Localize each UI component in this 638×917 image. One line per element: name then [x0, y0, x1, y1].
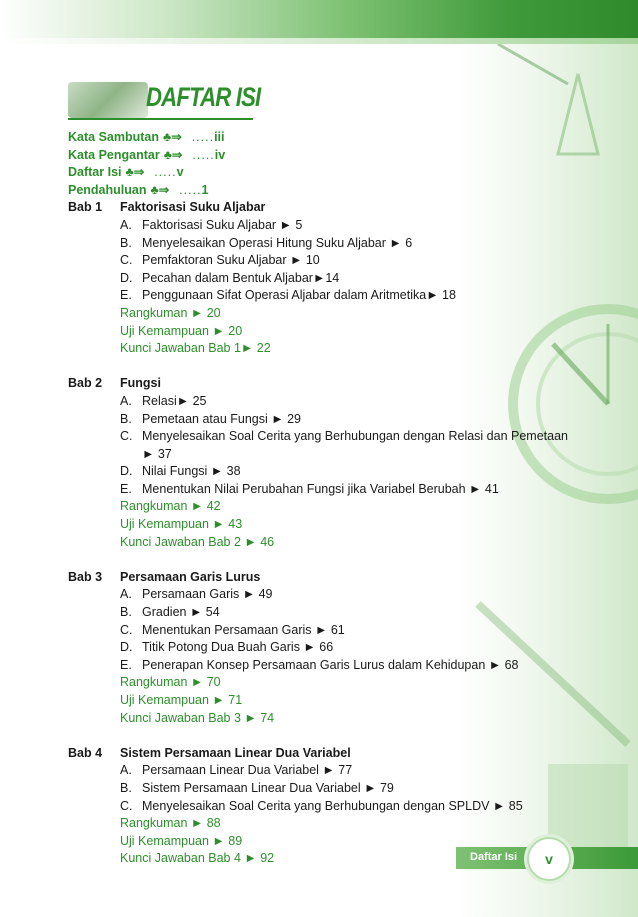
chapter-item — [68, 463, 568, 481]
front-matter-list — [68, 129, 568, 199]
item-letter: B. — [120, 780, 132, 795]
front-matter-dots: ..... — [154, 165, 177, 180]
item-text: Penggunaan Sifat Operasi Aljabar dalam Aritmetika► 18 — [142, 288, 456, 303]
chapter-title: Faktorisasi Suku Aljabar — [120, 200, 266, 215]
item-letter: E. — [120, 657, 132, 672]
front-matter-label: Kata Sambutan — [68, 130, 159, 144]
front-matter-page: iv — [214, 147, 226, 162]
chapter-item — [68, 235, 568, 253]
front-matter-dots: ..... — [179, 182, 202, 197]
chapter-list — [68, 199, 568, 868]
chapter-item — [68, 287, 568, 305]
item-letter: C. — [120, 253, 133, 268]
item-letter: C. — [120, 429, 133, 444]
chapter-spacer — [68, 551, 568, 569]
chapter-extra: Rangkuman ► 88 — [120, 816, 221, 831]
chapter-extra: Rangkuman ► 42 — [120, 499, 221, 514]
chapter-item — [68, 252, 568, 270]
chapter-item — [68, 270, 568, 288]
top-decorative-band — [0, 0, 638, 44]
page-number: v — [545, 851, 553, 867]
item-letter: E. — [120, 481, 132, 496]
item-letter: C. — [120, 798, 133, 813]
chapter-item — [68, 481, 568, 499]
chapter-extra: Uji Kemampuan ► 43 — [120, 517, 243, 532]
item-letter: D. — [120, 464, 133, 479]
item-text: Pemfaktoran Suku Aljabar ► 10 — [142, 253, 320, 268]
item-text: Relasi► 25 — [142, 393, 207, 408]
chapter-heading — [68, 199, 568, 217]
item-text: Menyelesaikan Operasi Hitung Suku Aljabar ► 6 — [142, 235, 413, 250]
title-underline — [68, 118, 253, 120]
chapter-title: Sistem Persamaan Linear Dua Variabel — [120, 745, 351, 760]
item-letter: D. — [120, 640, 133, 655]
chapter-item — [68, 657, 568, 675]
front-matter-page: 1 — [201, 182, 209, 197]
item-letter: A. — [120, 393, 132, 408]
table-of-contents — [68, 129, 568, 868]
item-text: Penerapan Konsep Persamaan Garis Lurus dalam Kehidupan ► 68 — [142, 657, 519, 672]
item-text: Sistem Persamaan Linear Dua Variabel ► 79 — [142, 780, 394, 795]
front-matter-page: iii — [214, 130, 225, 144]
item-text: Faktorisasi Suku Aljabar ► 5 — [142, 217, 303, 232]
chapter-item — [68, 798, 568, 816]
item-text: Menentukan Persamaan Garis ► 61 — [142, 622, 345, 637]
header-illustration — [68, 82, 148, 118]
chapter-extra: Rangkuman ► 20 — [120, 305, 221, 320]
chapter-extra: Kunci Jawaban Bab 2 ► 46 — [120, 534, 275, 549]
front-matter-item — [68, 182, 568, 200]
front-matter-symbols: ♣⇒ — [163, 130, 182, 144]
item-letter: C. — [120, 622, 133, 637]
item-text: Titik Potong Dua Buah Garis ► 66 — [142, 640, 334, 655]
item-text: Persamaan Linear Dua Variabel ► 77 — [142, 763, 353, 778]
chapter-extra: Uji Kemampuan ► 20 — [120, 323, 243, 338]
item-text: Persamaan Garis ► 49 — [142, 587, 273, 602]
chapter-title: Fungsi — [120, 376, 161, 391]
chapter-spacer — [68, 727, 568, 745]
chapter-extra: Kunci Jawaban Bab 1► 22 — [120, 341, 271, 356]
item-text: Menyelesaikan Soal Cerita yang Berhubungan dengan SPLDV ► 85 — [142, 798, 523, 813]
item-letter: B. — [120, 235, 132, 250]
page-number-badge — [527, 837, 571, 881]
chapter-number: Bab 4 — [68, 745, 103, 760]
front-matter-label: Kata Pengantar — [68, 147, 160, 162]
chapter-extra: Rangkuman ► 70 — [120, 675, 221, 690]
chapter-item — [68, 780, 568, 798]
chapter-heading — [68, 745, 568, 763]
item-letter: B. — [120, 605, 132, 620]
front-matter-symbols: ♣⇒ — [163, 147, 183, 162]
item-letter: E. — [120, 288, 132, 303]
item-letter: A. — [120, 587, 132, 602]
footer-section-label: Daftar Isi — [470, 851, 518, 863]
page-title: DAFTAR ISI — [146, 82, 261, 112]
item-text: Pecahan dalam Bentuk Aljabar►14 — [142, 270, 340, 285]
chapter-extra: Kunci Jawaban Bab 4 ► 92 — [120, 851, 275, 866]
front-matter-label: Daftar Isi — [68, 165, 122, 180]
front-matter-symbols: ♣⇒ — [150, 182, 170, 197]
front-matter-item — [68, 164, 568, 182]
item-letter: A. — [120, 217, 132, 232]
chapter-item — [68, 762, 568, 780]
item-text: Menyelesaikan Soal Cerita yang Berhubungan dengan Relasi dan Pemetaan ► 37 — [142, 429, 568, 461]
front-matter-item — [68, 147, 568, 165]
item-letter: A. — [120, 763, 132, 778]
item-letter: D. — [120, 270, 133, 285]
chapter-number: Bab 3 — [68, 569, 103, 584]
chapter-item — [68, 622, 568, 640]
item-text: Menentukan Nilai Perubahan Fungsi jika Variabel Berubah ► 41 — [142, 481, 499, 496]
front-matter-symbols: ♣⇒ — [125, 165, 145, 180]
chapter-extra: Kunci Jawaban Bab 3 ► 74 — [120, 710, 275, 725]
chapter-spacer — [68, 358, 568, 376]
chapter-title: Persamaan Garis Lurus — [120, 569, 261, 584]
chapter-extra: Uji Kemampuan ► 71 — [120, 693, 243, 707]
chapter-item — [68, 393, 568, 411]
chapter-number: Bab 1 — [68, 200, 103, 215]
chapter-item — [68, 411, 568, 429]
item-text: Gradien ► 54 — [142, 605, 220, 620]
item-letter: B. — [120, 411, 132, 426]
chapter-item — [68, 639, 568, 657]
front-matter-item — [68, 129, 568, 147]
chapter-item — [68, 604, 568, 622]
front-matter-dots: ..... — [192, 147, 215, 162]
front-matter-dots: ..... — [191, 130, 215, 144]
chapter-heading — [68, 375, 568, 393]
chapter-number: Bab 2 — [68, 376, 103, 391]
chapter-item — [68, 586, 568, 604]
chapter-item — [68, 217, 568, 235]
chapter-extra: Uji Kemampuan ► 89 — [120, 833, 243, 848]
chapter-item — [68, 428, 568, 463]
chapter-heading — [68, 569, 568, 587]
item-text: Pemetaan atau Fungsi ► 29 — [142, 411, 301, 426]
front-matter-page: v — [176, 165, 184, 180]
item-text: Nilai Fungsi ► 38 — [142, 464, 241, 479]
front-matter-label: Pendahuluan — [68, 182, 147, 197]
